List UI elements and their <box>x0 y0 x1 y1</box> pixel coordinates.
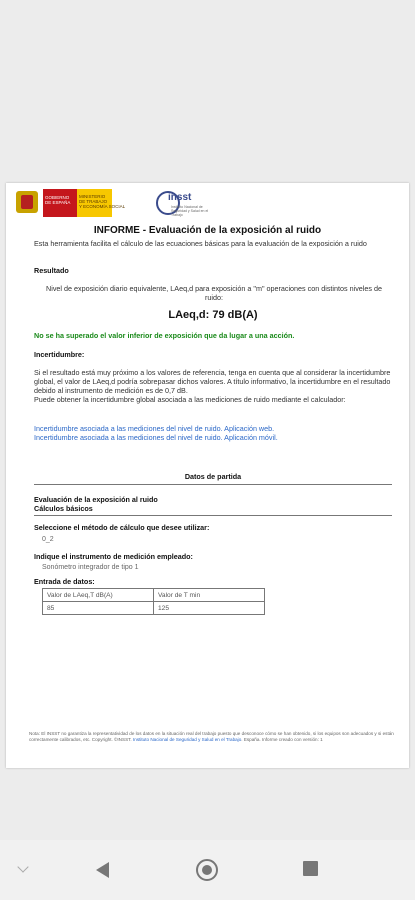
ministry-text: GOBIERNO DE ESPAÑA <box>45 195 71 205</box>
footer-tail: . España. Informe creado con versión: 1 <box>241 737 323 743</box>
exposure-value: LAeq,d: 79 dB(A) <box>168 309 258 321</box>
ministry-sub: MINISTERIO DE TRABAJO Y ECONOMÍA SOCIAL <box>79 194 126 209</box>
eval-subtitle: Cálculos básicos <box>34 504 93 513</box>
insst-text: insst <box>168 192 192 203</box>
intro-text: Esta herramienta facilita el cálculo de las ecuaciones básicas para la evaluación de la exposición a ruido <box>34 239 367 248</box>
input-data-heading: Datos de partida <box>184 472 242 481</box>
divider <box>34 515 392 516</box>
chevron-down-icon[interactable] <box>10 858 40 882</box>
footer-text: Nota: El INSST no garantiza la representatividad de los datos en la situación real del trabajo puesto que desconoce cómo se han obtenido, si los equipos son adecuados y si están correctamente calibrados, etc. Copyright. ©INSST. <box>29 731 394 743</box>
report-document <box>6 183 409 768</box>
footer-note <box>29 731 399 743</box>
entry-label: Entrada de datos: <box>34 577 95 586</box>
table-header-cell: Valor de LAeq,T dB(A) <box>43 589 154 602</box>
header-logos <box>16 189 401 217</box>
input-data-table <box>42 588 265 615</box>
method-value: 0_2 <box>42 536 54 543</box>
eval-title: Evaluación de la exposición al ruido <box>34 495 158 504</box>
home-icon[interactable] <box>193 858 223 882</box>
table-header-row <box>43 589 265 602</box>
result-heading: Resultado <box>34 266 69 275</box>
insst-subtext: Instituto Nacional de Seguridad y Salud en el Trabajo <box>171 205 209 217</box>
link-web-app[interactable]: Incertidumbre asociada a las mediciones del nivel de ruido. Aplicación web. <box>34 424 275 433</box>
exposure-description: Nivel de exposición diario equivalente, LAeq,d para exposición a "m" operaciones con distintos niveles de ruido: <box>46 284 382 302</box>
instrument-label: Indique el instrumento de medición empleado: <box>34 552 193 561</box>
insst-logo <box>156 189 208 217</box>
footer-link[interactable]: Instituto Nacional de Seguridad y Salud en el Trabajo <box>132 737 242 743</box>
instrument-value: Sonómetro integrador de tipo 1 <box>42 564 139 571</box>
threshold-message: No se ha superado el valor inferior de exposición que da lugar a una acción. <box>34 331 295 340</box>
table-cell: 125 <box>154 602 265 615</box>
back-icon[interactable] <box>90 858 120 882</box>
android-nav-bar <box>0 840 415 900</box>
uncertainty-text-2: Puede obtener la incertidumbre global asociada a las mediciones de ruido mediante el calculador: <box>34 395 346 404</box>
recent-apps-icon[interactable] <box>298 858 328 882</box>
report-title: INFORME - Evaluación de la exposición al ruido <box>93 225 322 236</box>
uncertainty-heading: Incertidumbre: <box>34 350 85 359</box>
link-mobile-app[interactable]: Incertidumbre asociada a las mediciones del nivel de ruido. Aplicación móvil. <box>34 433 278 442</box>
table-header-cell: Valor de T min <box>154 589 265 602</box>
uncertainty-text: Si el resultado está muy próximo a los valores de referencia, tenga en cuenta que al considerar la incertidumbre global, el valor de LAeq,d podría sobrepasar dichos valores. A título informativo, la incertidumbre en el resultado debido al instrumento de medición es de 0,7 dB. <box>34 368 391 395</box>
divider <box>34 484 392 485</box>
table-row <box>43 602 265 615</box>
coat-of-arms-icon <box>16 191 38 213</box>
table-cell: 85 <box>43 602 154 615</box>
method-label: Seleccione el método de cálculo que desee utilizar: <box>34 523 210 532</box>
